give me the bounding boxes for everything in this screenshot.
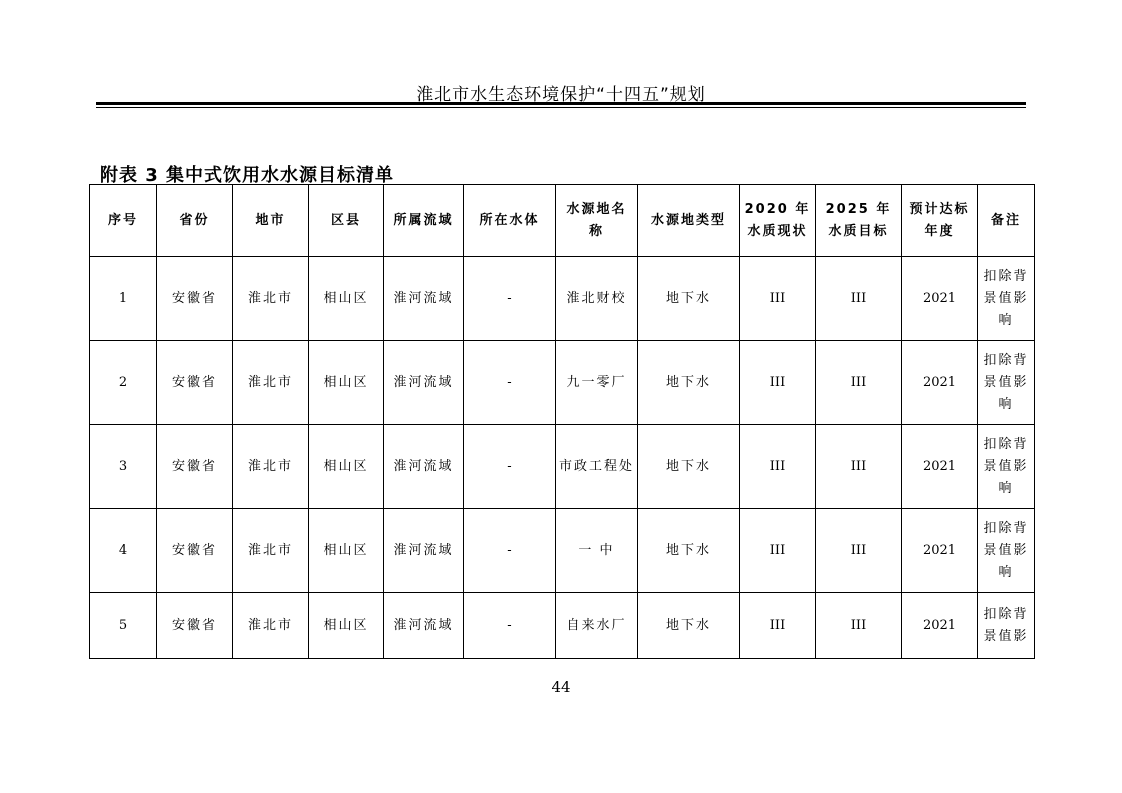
cell-index: 2 — [90, 341, 157, 425]
cell-target-2025: III — [816, 425, 902, 509]
col-header-basin: 所属流域 — [384, 185, 464, 257]
cell-district: 相山区 — [309, 257, 384, 341]
cell-source-type: 地下水 — [638, 509, 740, 593]
cell-city: 淮北市 — [233, 509, 309, 593]
cell-district: 相山区 — [309, 341, 384, 425]
cell-target-2025: III — [816, 593, 902, 659]
cell-index: 3 — [90, 425, 157, 509]
col-header-city: 地市 — [233, 185, 309, 257]
col-header-remarks: 备注 — [978, 185, 1035, 257]
cell-province: 安徽省 — [157, 509, 233, 593]
cell-city: 淮北市 — [233, 425, 309, 509]
cell-basin: 淮河流域 — [384, 509, 464, 593]
cell-source-type: 地下水 — [638, 341, 740, 425]
table-row — [90, 341, 1035, 425]
cell-quality-2020: III — [740, 425, 816, 509]
cell-index: 4 — [90, 509, 157, 593]
cell-source-name: 一 中 — [556, 509, 638, 593]
cell-target-year: 2021 — [902, 425, 978, 509]
cell-source-name: 淮北财校 — [556, 257, 638, 341]
col-header-target-2025: 2025 年水质目标 — [816, 185, 902, 257]
table-row — [90, 257, 1035, 341]
header-rule-thick — [96, 102, 1026, 105]
cell-province: 安徽省 — [157, 593, 233, 659]
cell-district: 相山区 — [309, 593, 384, 659]
cell-source-name: 自来水厂 — [556, 593, 638, 659]
col-header-district: 区县 — [309, 185, 384, 257]
cell-target-year: 2021 — [902, 257, 978, 341]
water-source-table — [89, 184, 1035, 659]
cell-quality-2020: III — [740, 593, 816, 659]
cell-basin: 淮河流域 — [384, 257, 464, 341]
col-header-quality-2020: 2020 年水质现状 — [740, 185, 816, 257]
cell-quality-2020: III — [740, 341, 816, 425]
cell-target-2025: III — [816, 257, 902, 341]
cell-province: 安徽省 — [157, 425, 233, 509]
col-header-province: 省份 — [157, 185, 233, 257]
cell-waterbody: - — [464, 593, 556, 659]
cell-target-year: 2021 — [902, 341, 978, 425]
col-header-source-type: 水源地类型 — [638, 185, 740, 257]
cell-target-year: 2021 — [902, 509, 978, 593]
col-header-waterbody: 所在水体 — [464, 185, 556, 257]
cell-source-type: 地下水 — [638, 593, 740, 659]
cell-target-year: 2021 — [902, 593, 978, 659]
cell-quality-2020: III — [740, 257, 816, 341]
col-header-target-year: 预计达标年度 — [902, 185, 978, 257]
cell-index: 5 — [90, 593, 157, 659]
cell-city: 淮北市 — [233, 257, 309, 341]
page-header-title: 淮北市水生态环境保护“十四五”规划 — [416, 85, 706, 105]
cell-basin: 淮河流域 — [384, 425, 464, 509]
table-row — [90, 425, 1035, 509]
cell-district: 相山区 — [309, 425, 384, 509]
cell-basin: 淮河流域 — [384, 593, 464, 659]
cell-source-type: 地下水 — [638, 425, 740, 509]
cell-source-type: 地下水 — [638, 257, 740, 341]
cell-remarks: 扣除背景值影响 — [978, 341, 1035, 425]
cell-remarks: 扣除背景值影 — [978, 593, 1035, 659]
cell-remarks: 扣除背景值影响 — [978, 425, 1035, 509]
table-caption: 附表 3 集中式饮用水水源目标清单 — [100, 165, 395, 186]
cell-province: 安徽省 — [157, 341, 233, 425]
cell-province: 安徽省 — [157, 257, 233, 341]
cell-target-2025: III — [816, 341, 902, 425]
cell-remarks: 扣除背景值影响 — [978, 257, 1035, 341]
cell-district: 相山区 — [309, 509, 384, 593]
cell-source-name: 市政工程处 — [556, 425, 638, 509]
cell-city: 淮北市 — [233, 341, 309, 425]
cell-source-name: 九一零厂 — [556, 341, 638, 425]
cell-waterbody: - — [464, 509, 556, 593]
cell-waterbody: - — [464, 425, 556, 509]
header-rule-thin — [96, 107, 1026, 108]
col-header-index: 序号 — [90, 185, 157, 257]
cell-target-2025: III — [816, 509, 902, 593]
cell-waterbody: - — [464, 257, 556, 341]
cell-basin: 淮河流域 — [384, 341, 464, 425]
cell-city: 淮北市 — [233, 593, 309, 659]
cell-waterbody: - — [464, 341, 556, 425]
cell-quality-2020: III — [740, 509, 816, 593]
page-number: 44 — [551, 678, 571, 696]
table-header-row — [90, 185, 1035, 257]
table-row — [90, 593, 1035, 659]
cell-index: 1 — [90, 257, 157, 341]
col-header-source-name: 水源地名称 — [556, 185, 638, 257]
cell-remarks: 扣除背景值影响 — [978, 509, 1035, 593]
table-row — [90, 509, 1035, 593]
